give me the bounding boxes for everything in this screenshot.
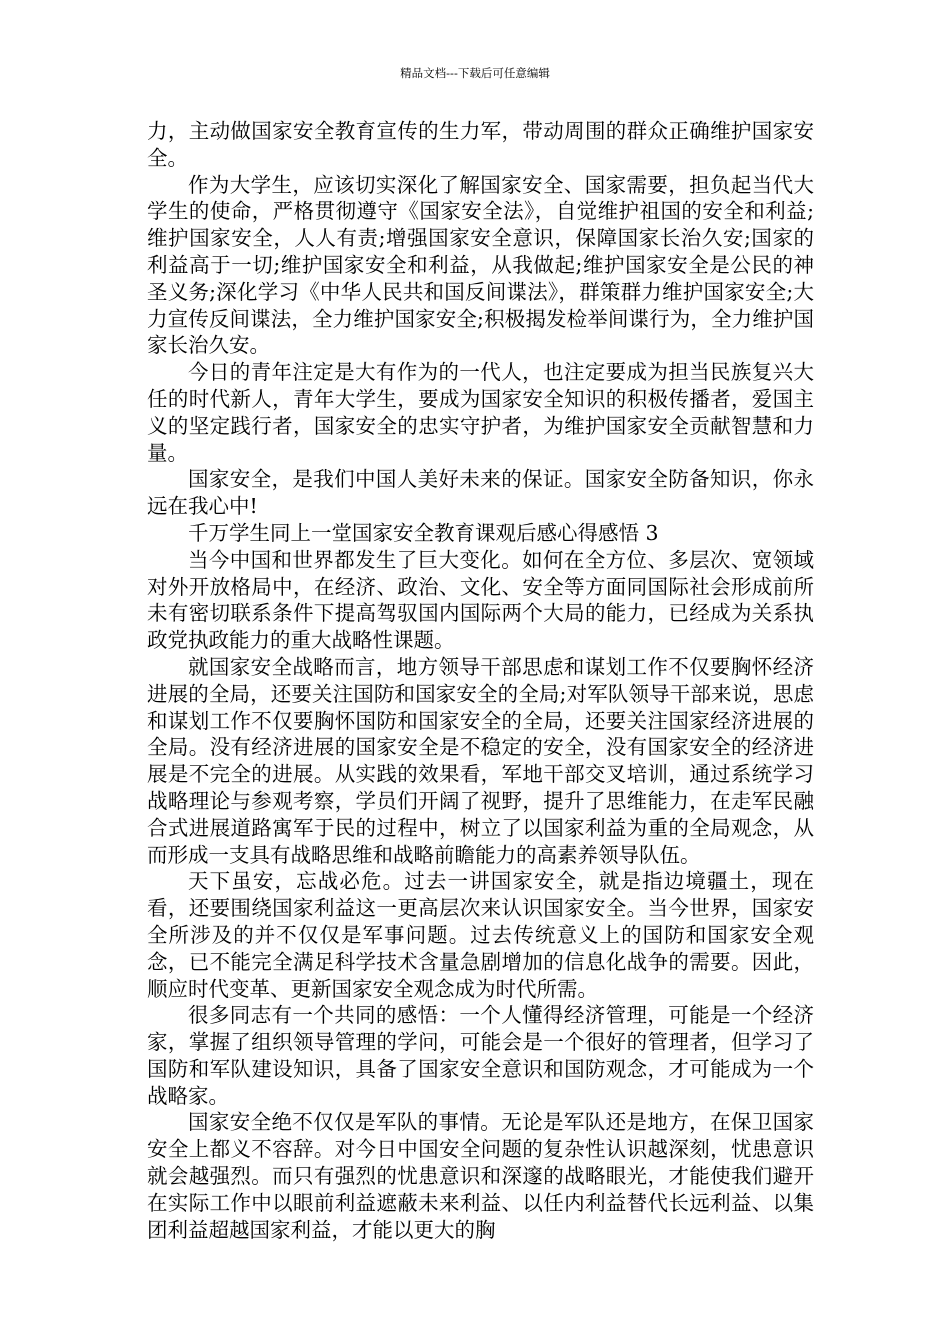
document-body xyxy=(147,118,814,1243)
text-line: 现在看，还要围绕国家利益这一更高层次来认识国家安全。当今世 xyxy=(147,869,814,921)
text-line: 卫国家安全上都义不容辞。对今日中国安全问题的复杂性认识越深 xyxy=(147,1110,815,1162)
text-line: 刻，忧患意识就会越强烈。而只有强烈的忧患意识和深邃的战略眼 xyxy=(147,1137,815,1189)
text-line: 社会形成前所未有密切联系条件下提高驾驭国内国际两个大局的能 xyxy=(147,574,815,626)
text-line: 关注国家经济进展的全局。没有经济进展的国家安全是不稳定的安 xyxy=(147,708,815,760)
text-line: 全，没有国家安全的经济进展是不完全的进展。从实践的效果看， xyxy=(147,735,815,787)
text-line: 的安全和利益;维护国家安全，人人有责;增强国家安全意识，保障 xyxy=(147,199,814,251)
text-line: 家安全贡献智慧和力量。 xyxy=(147,413,815,465)
text-line: 当代大学生的使命，严格贯彻遵守《国家安全法》，自觉维护祖国 xyxy=(147,172,815,224)
text-line: 力，主动做国家安全教育宣传的生力军，带动周围的群众正确维护 xyxy=(147,119,752,143)
text-line: 间谍法》，群策群力维护国家安全;大力宣传反间谍法，全力维护国 xyxy=(147,279,815,331)
text-line: 你永远在我心中! xyxy=(147,467,815,519)
text-line: 防和国家安全观念，已不能完全满足科学技术含量急剧增加的信息 xyxy=(147,922,815,974)
text-line: 念，才可能成为一个战略家。 xyxy=(147,1056,815,1108)
text-line: 就国家安全战略而言，地方领导干部思虑和谋划工作不仅要胸 xyxy=(188,654,752,679)
text-line: 中，树立了以国家利益为重的全局观念，从而形成一支具有战略思维 xyxy=(147,815,815,867)
text-line: 内利益替代长远利益、以集团利益超越国家利益，才能以更大的胸 xyxy=(147,1190,815,1242)
paragraph xyxy=(147,1109,814,1243)
text-line: 军地干部交叉培训，通过系统学习战略理论与参观考察，学员们开阔 xyxy=(147,762,814,813)
text-line: 国家长治久安;国家的利益高于一切;维护国家安全和利益，从我做 xyxy=(147,226,815,277)
paragraph xyxy=(147,466,814,520)
text-line: 当今中国和世界都发生了巨大变化。如何在全方位、多层次、 xyxy=(188,547,752,572)
text-line: 光，才能使我们避开在实际工作中以眼前利益遮蔽未来利益、以任 xyxy=(147,1164,815,1215)
text-line: 天下虽安，忘战必危。过去一讲国家安全，就是指边境疆土， xyxy=(188,869,772,894)
text-line: 很多同志有一个共同的感悟：一个人懂得经济管理，可能是一 xyxy=(188,1003,752,1028)
text-line: 和战略前瞻能力的高素养领导队伍。 xyxy=(372,842,701,867)
text-line: 今日的青年注定是大有作为的一代人，也注定要成为担当民族 xyxy=(188,360,752,385)
text-line: 复兴大任的时代新人，青年大学生，要成为国家安全知识的积极传 xyxy=(147,360,815,411)
text-line: 力，已经成为关系执政党执政能力的重大战略性课题。 xyxy=(147,601,815,653)
text-line: 部来说，思虑和谋划工作不仅要胸怀国防和国家安全的全局，还要 xyxy=(147,681,814,733)
text-line: 宽领域对外开放格局中，在经济、政治、文化、安全等方面同国际 xyxy=(147,547,815,599)
text-line: 怀经济进展的全局，还要关注国防和国家安全的全局;对军队领导干 xyxy=(147,654,815,706)
text-line: 国家安全。 xyxy=(147,119,815,170)
page-header: 精品文档---下载后可任意编辑 xyxy=(400,66,550,80)
text-line: 作为大学生，应该切实深化了解国家安全、国家需要，担负起 xyxy=(188,172,752,197)
text-line: 国家安全，是我们中国人美好未来的保证。国家安全防备知识， xyxy=(188,467,773,492)
text-line: 国家安全绝不仅仅是军队的事情。无论是军队还是地方，在保 xyxy=(188,1110,752,1135)
paragraph xyxy=(147,1002,814,1109)
text-line: 了视野，提升了思维能力，在走军民融合式进展道路寓军于民的过程 xyxy=(147,788,815,840)
paragraph xyxy=(147,868,814,1002)
paragraph xyxy=(147,359,814,466)
text-line: 家安全;积极揭发检举间谍行为，全力维护国家长治久安。 xyxy=(147,306,815,358)
paragraph xyxy=(147,654,814,868)
text-line: 界，国家安全所涉及的并不仅仅是军事问题。过去传统意义上的国 xyxy=(147,896,815,947)
text-line: 个经济家，掌握了组织领导管理的学问，可能会是一个很好的管理 xyxy=(147,1003,815,1055)
text-line: 者，但学习了国防和军队建设知识，具备了国家安全意识和国防观 xyxy=(147,1030,815,1081)
paragraph xyxy=(147,118,814,172)
text-line: 千万学生同上一堂国家安全教育课观后感心得感悟 3 xyxy=(188,520,659,545)
paragraph xyxy=(147,172,814,360)
text-line: 所需。 xyxy=(536,976,598,1001)
text-line: 化战争的需要。因此，顺应时代变革、更新国家安全观念成为时代 xyxy=(147,949,815,1001)
section-subtitle xyxy=(147,520,814,547)
paragraph xyxy=(147,547,814,654)
text-line: 起;维护国家安全是公民的神圣义务;深化学习《中华人民共和国反 xyxy=(147,252,815,304)
text-line: 播者，爱国主义的坚定践行者，国家安全的忠实守护者，为维护国 xyxy=(147,386,815,438)
